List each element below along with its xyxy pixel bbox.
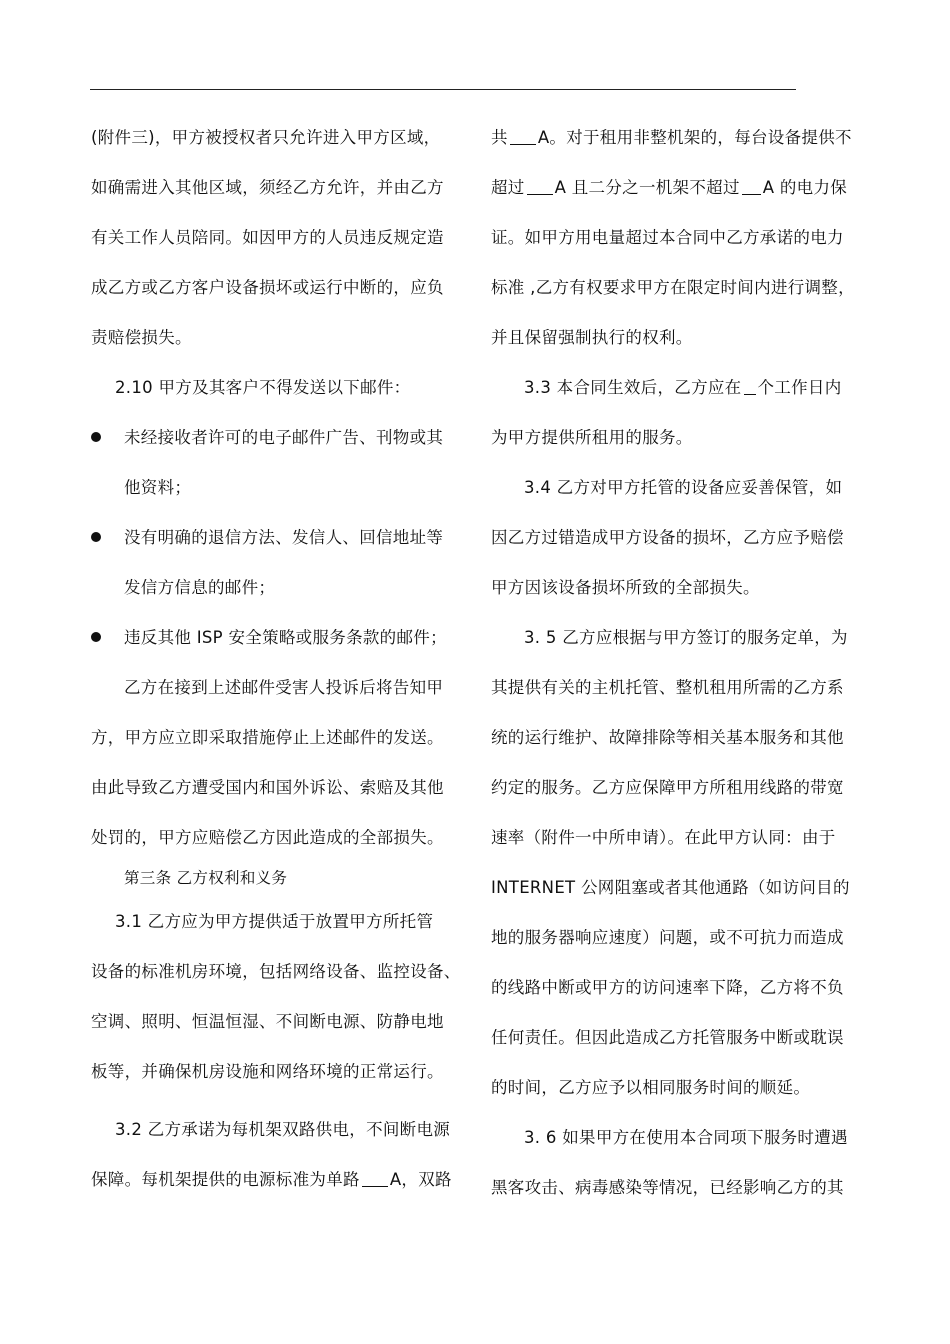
text-line: 地的服务器响应速度）问题，或不可抗力而造成	[491, 928, 844, 947]
text-line: 黑客攻击、病毒感染等情况，已经影响乙方的其	[491, 1178, 844, 1197]
text-line: 统的运行维护、故障排除等相关基本服务和其他	[491, 728, 844, 747]
blank-field	[744, 376, 756, 395]
text-line: 标准 ,乙方有权要求甲方在限定时间内进行调整，	[491, 278, 855, 297]
text-segment: 超过	[491, 178, 525, 197]
bullet-icon	[91, 432, 101, 442]
text-segment: 3.3 本合同生效后，乙方应在	[524, 378, 742, 397]
blank-field	[510, 126, 536, 145]
text-line: 甲方因该设备损坏所致的全部损失。	[491, 578, 760, 597]
header-rule	[90, 89, 796, 90]
bullet-icon	[91, 532, 101, 542]
text-line	[491, 170, 849, 220]
text-line	[91, 1162, 452, 1212]
bullet-item	[91, 420, 449, 470]
text-line: INTERNET 公网阻塞或者其他通路（如访问目的	[491, 878, 850, 897]
text-line: (附件三)，甲方被授权者只允许进入甲方区域，	[91, 128, 441, 147]
text-line: 因乙方过错造成甲方设备的损坏，乙方应予赔偿	[491, 528, 844, 547]
text-line: 速率（附件一中所申请）。在此甲方认同：由于	[491, 828, 836, 847]
text-line: 的时间，乙方应予以相同服务时间的顺延。	[491, 1078, 811, 1097]
text-line: 空调、照明、恒温恒湿、不间断电源、防静电地	[91, 1012, 444, 1031]
text-segment: 保障。每机架提供的电源标准为单路	[91, 1170, 360, 1189]
article-3-heading: 第三条 乙方权利和义务	[124, 869, 288, 887]
left-column	[91, 120, 461, 1212]
right-column	[491, 120, 855, 1220]
text-line: 有关工作人员陪同。如因甲方的人员违反规定造	[91, 228, 444, 247]
text-line: 为甲方提供所租用的服务。	[491, 428, 693, 447]
text-line: 责赔偿损失。	[91, 328, 192, 347]
blank-field	[362, 1168, 388, 1187]
text-line: 3. 5 乙方应根据与甲方签订的服务定单，为	[524, 628, 848, 647]
section-2-10: 2.10 甲方及其客户不得发送以下邮件：	[115, 378, 411, 397]
text-line	[491, 120, 852, 170]
text-line: 如确需进入其他区域，须经乙方允许，并由乙方	[91, 178, 444, 197]
text-segment: A。对于租用非整机架的，每台设备提供不	[537, 128, 852, 147]
text-segment: A，双路	[389, 1170, 452, 1189]
blank-field	[527, 176, 553, 195]
bullet-text: 发信方信息的邮件；	[124, 578, 276, 597]
bullet-icon	[91, 632, 101, 642]
text-segment: 个工作日内	[757, 378, 842, 397]
text-line: 方，甲方应立即采取措施停止上述邮件的发送。	[91, 728, 444, 747]
text-line: 成乙方或乙方客户设备损坏或运行中断的，应负	[91, 278, 444, 297]
bullet-text: 没有明确的退信方法、发信人、回信地址等	[124, 528, 444, 547]
bullet-text: 他资料；	[124, 478, 192, 497]
text-line: 乙方在接到上述邮件受害人投诉后将告知甲	[124, 678, 444, 697]
text-line	[491, 370, 849, 420]
text-line: 并且保留强制执行的权利。	[491, 328, 693, 347]
bullet-item	[91, 620, 449, 670]
text-line: 其提供有关的主机托管、整机租用所需的乙方系	[491, 678, 844, 697]
bullet-item	[91, 520, 449, 570]
bullet-text: 未经接收者许可的电子邮件广告、刊物或其	[124, 428, 444, 447]
text-line: 任何责任。但因此造成乙方托管服务中断或耽误	[491, 1028, 844, 1047]
text-line: 3.4 乙方对甲方托管的设备应妥善保管，如	[524, 478, 843, 497]
text-segment: A 的电力保	[762, 178, 848, 197]
text-line: 由此导致乙方遭受国内和国外诉讼、索赔及其他	[91, 778, 444, 797]
blank-field	[742, 176, 761, 195]
text-line: 处罚的，甲方应赔偿乙方因此造成的全部损失。	[91, 828, 444, 847]
text-line: 设备的标准机房环境，包括网络设备、监控设备、	[91, 962, 461, 981]
text-line: 板等，并确保机房设施和网络环境的正常运行。	[91, 1062, 444, 1081]
text-segment: A 且二分之一机架不超过	[554, 178, 740, 197]
text-line: 3. 6 如果甲方在使用本合同项下服务时遭遇	[524, 1128, 848, 1147]
text-line: 约定的服务。乙方应保障甲方所租用线路的带宽	[491, 778, 844, 797]
bullet-text: 违反其他 ISP 安全策略或服务条款的邮件；	[124, 628, 447, 647]
text-line: 证。如甲方用电量超过本合同中乙方承诺的电力	[491, 228, 844, 247]
text-line: 3.2 乙方承诺为每机架双路供电，不间断电源	[115, 1120, 451, 1139]
text-line: 的线路中断或甲方的访问速率下降，乙方将不负	[491, 978, 844, 997]
text-line: 3.1 乙方应为甲方提供适于放置甲方所托管	[115, 912, 434, 931]
text-segment: 共	[491, 128, 508, 147]
